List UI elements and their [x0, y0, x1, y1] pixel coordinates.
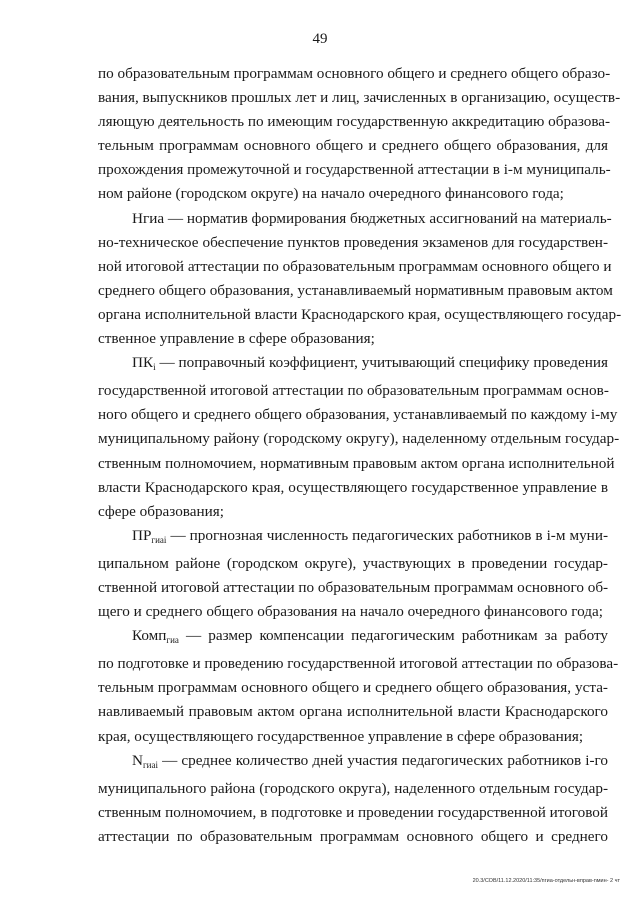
line-text: ного общего и среднего общего образования, устанавливаемый по каждому i-му: [98, 406, 618, 424]
line-text: органа исполнительной власти Краснодарского края, осуществляющего государ-: [98, 305, 622, 323]
text-line: [98, 379, 608, 403]
formula-term: N: [132, 751, 143, 769]
formula-term: ПР: [132, 526, 152, 544]
text-line: [98, 725, 608, 749]
text-line: [98, 303, 622, 327]
line-text: — поправочный коэффициент, учитывающий специфику проведения: [155, 354, 608, 372]
text-line: [98, 427, 620, 451]
line-text: тельным программам основного общего и среднего общего образования, уста-: [98, 679, 608, 697]
line-text: ной итоговой аттестации по образовательным программам основного общего и: [98, 257, 612, 275]
text-line: [98, 62, 611, 86]
formula-term: Нгиа: [132, 209, 165, 227]
text-line: [98, 749, 608, 777]
text-line: [98, 624, 608, 652]
line-text: прохождения промежуточной и государственной аттестации в i-м муниципаль-: [98, 161, 611, 179]
line-text: ном районе (городском округе) на начало очередного финансового года;: [98, 185, 564, 203]
formula-term: ПК: [132, 354, 154, 372]
text-line: [98, 552, 608, 576]
page-number: 49: [312, 31, 328, 47]
text-line: [98, 700, 608, 724]
line-text: сфере образования;: [98, 502, 224, 520]
line-text: муниципальному району (городскому округу), наделенному отдельным государ-: [98, 430, 620, 448]
text-line: [98, 86, 621, 110]
text-line: [98, 231, 608, 255]
formula-term-subscript: i: [153, 362, 156, 373]
text-line: [98, 825, 608, 849]
line-text: по образовательным программам основного общего и среднего общего образо-: [98, 65, 611, 82]
text-line: [98, 576, 608, 600]
formula-term-subscript: гиаi: [151, 534, 167, 545]
text-line: [98, 777, 608, 801]
text-line: [98, 110, 611, 134]
formula-term: Комп: [132, 627, 167, 645]
text-line: [98, 279, 613, 303]
line-text: по подготовке и проведению государственной итоговой аттестации по образова-: [98, 655, 619, 673]
line-text: щего и среднего общего образования на начало очередного финансового года;: [98, 603, 603, 621]
line-text: вания, выпускников прошлых лет и лиц, зачисленных в организацию, осуществ-: [98, 89, 621, 107]
line-text: ственное управление в сфере образования;: [98, 330, 375, 348]
line-text: тельным программам основного общего и среднего общего образования, для: [98, 137, 608, 155]
footer-stamp: 20.3/СОВ/11.12.2020/11:35/пгиа-отдельн-вправ-nмин- 2 чт: [472, 878, 620, 884]
line-text: аттестации по образовательным программам основного общего и среднего: [98, 827, 608, 845]
text-line: [98, 452, 615, 476]
line-text: ственным полномочием, нормативным правовым актом органа исполнительной: [98, 454, 615, 472]
text-line: [98, 476, 608, 500]
line-text: ственным полномочием, в подготовке и проведении государственной итоговой: [98, 803, 609, 821]
text-line: [98, 351, 608, 379]
line-text: ляющую деятельность по имеющим государственную аккредитацию образова-: [98, 113, 611, 131]
line-text: власти Краснодарского края, осуществляющего государственное управление в: [98, 478, 608, 496]
text-line: [98, 801, 608, 825]
paragraph: [98, 62, 621, 207]
text-line: [98, 255, 612, 279]
text-line: [98, 500, 608, 524]
paragraph: [98, 524, 608, 624]
formula-term-subscript: гиа: [166, 635, 179, 646]
formula-term-subscript: гиаi: [142, 759, 158, 770]
text-line: [98, 600, 608, 624]
text-line: [98, 524, 608, 552]
line-text: муниципального района (городского округа), наделенного отдельным государ-: [98, 779, 608, 797]
line-text: — прогнозная численность педагогических работников в i-м муни-: [166, 526, 608, 544]
text-line: [98, 652, 619, 676]
paragraph: [98, 624, 619, 748]
line-text: но-техническое обеспечение пунктов проведения экзаменов для государствен-: [98, 233, 608, 251]
body-text: [98, 62, 622, 849]
line-text: навливаемый правовым актом органа исполнительной власти Краснодарского: [98, 703, 608, 721]
line-text: государственной итоговой аттестации по образовательным программам основ-: [98, 382, 609, 400]
paragraph: [98, 207, 622, 352]
text-line: [98, 134, 608, 158]
paragraph: [98, 749, 608, 849]
line-text: среднего общего образования, устанавливаемый нормативным правовым актом: [98, 281, 613, 299]
line-text: края, осуществляющего государственное управление в сфере образования;: [98, 727, 584, 745]
text-line: [98, 403, 618, 427]
text-line: [98, 676, 608, 700]
paragraph: [98, 351, 620, 524]
line-text: — размер компенсации педагогическим работникам за работу: [178, 627, 608, 645]
line-text: ципальном районе (городском округе), участвующих в проведении государ-: [98, 554, 608, 572]
line-text: — норматив формирования бюджетных ассигнований на материаль-: [164, 209, 612, 227]
text-line: [98, 182, 608, 206]
line-text: ственной итоговой аттестации по образовательным программам основного об-: [98, 578, 609, 596]
text-line: [98, 207, 612, 231]
text-line: [98, 158, 611, 182]
text-line: [98, 327, 608, 351]
line-text: — среднее количество дней участия педагогических работников i-го: [157, 751, 608, 769]
